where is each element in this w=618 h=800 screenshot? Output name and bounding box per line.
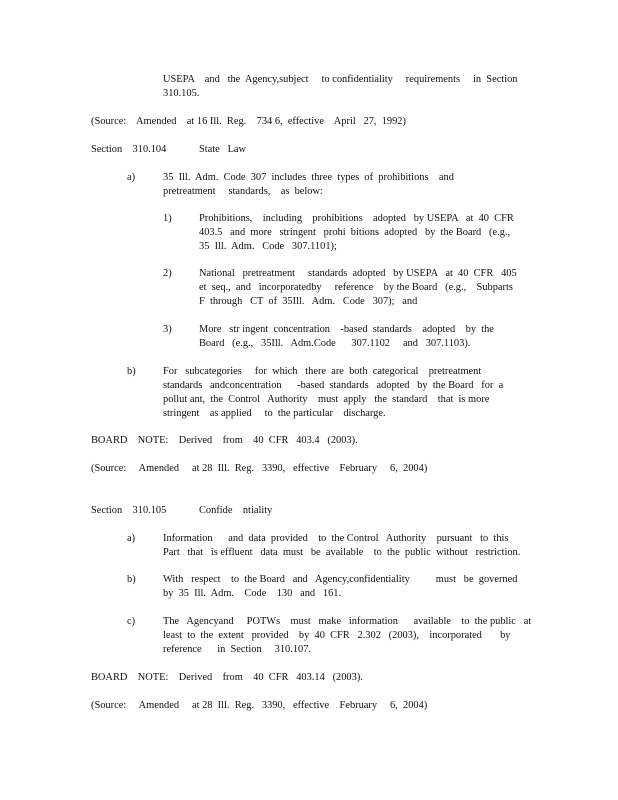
subsection-text	[163, 171, 454, 199]
text-line: F through CT of 35Ill. Adm. Code 307); and	[199, 296, 418, 307]
text-line: Part that is effluent data must be available to the public without restriction.	[163, 547, 521, 558]
board-note: BOARD NOTE: Derived from 40 CFR 403.14 (2003).	[91, 672, 363, 683]
source-note: (Source: Amended at 28 Ill. Reg. 3390, effective February 6, 2004)	[91, 700, 428, 711]
subsection-label: c)	[127, 616, 136, 627]
text-line: With respect to the Board and Agency,confidentiality must be governed	[163, 574, 518, 585]
item-text	[199, 212, 514, 254]
source-note: (Source: Amended at 28 Ill. Reg. 3390, effective February 6, 2004)	[91, 463, 428, 474]
subsection-label: a)	[127, 533, 136, 544]
subsection-text	[163, 573, 517, 601]
text-line: by 35 Ill. Adm. Code 130 and 161.	[163, 588, 342, 599]
subsection-label: b)	[127, 574, 136, 585]
text-line: reference in Section 310.107.	[163, 644, 312, 655]
text-line: stringent as applied to the particular discharge.	[163, 408, 386, 419]
text-line: pollut ant, the Control Authority must apply the standard that is more	[163, 394, 490, 405]
item-text	[199, 323, 494, 351]
text-line: More str ingent concentration -based standards adopted by the	[199, 324, 494, 335]
text-line: USEPA and the Agency,subject to confidentiality requirements in Section	[163, 74, 518, 85]
text-line: National pretreatment standards adopted by USEPA at 40 CFR 405	[199, 268, 517, 279]
subsection-text	[163, 365, 503, 421]
subsection-text	[163, 532, 520, 560]
text-line: et seq., and incorporatedby reference by the Board (e.g., Subparts	[199, 282, 513, 293]
text-line: Information and data provided to the Control Authority pursuant to this	[163, 533, 509, 544]
text-line: standards andconcentration -based standards adopted by the Board for a	[163, 380, 504, 391]
continuation-paragraph	[163, 73, 517, 101]
text-line: 35 Ill. Adm. Code 307.1101);	[199, 241, 337, 252]
section-title: Confide ntiality	[199, 505, 273, 516]
item-label: 2)	[163, 268, 172, 279]
subsection-label: a)	[127, 172, 136, 183]
text-line: least to the extent provided by 40 CFR 2.302 (2003), incorporated by	[163, 630, 511, 641]
subsection-label: b)	[127, 366, 136, 377]
section-title: State Law	[199, 144, 247, 155]
source-note: (Source: Amended at 16 Ill. Reg. 734 6, effective April 27, 1992)	[91, 116, 406, 127]
item-label: 3)	[163, 324, 172, 335]
text-line: Prohibitions, including prohibitions adopted by USEPA at 40 CFR	[199, 213, 514, 224]
section-number: Section 310.104	[91, 144, 167, 155]
text-line: 310.105.	[163, 88, 200, 99]
text-line: pretreatment standards, as below:	[163, 186, 323, 197]
text-line: The Agencyand POTWs must make information available to the public at	[163, 616, 532, 627]
item-text	[199, 267, 517, 309]
board-note: BOARD NOTE: Derived from 40 CFR 403.4 (2003).	[91, 435, 358, 446]
text-line: 403.5 and more stringent prohi bitions adopted by the Board (e.g.,	[199, 227, 511, 238]
text-line: 35 Ill. Adm. Code 307 includes three types of prohibitions and	[163, 172, 454, 183]
subsection-text	[163, 615, 531, 657]
text-line: For subcategories for which there are both categorical pretreatment	[163, 366, 482, 377]
text-line: Board (e.g., 35Ill. Adm.Code 307.1102 and 307.1103).	[199, 338, 471, 349]
section-number: Section 310.105	[91, 505, 167, 516]
item-label: 1)	[163, 213, 172, 224]
